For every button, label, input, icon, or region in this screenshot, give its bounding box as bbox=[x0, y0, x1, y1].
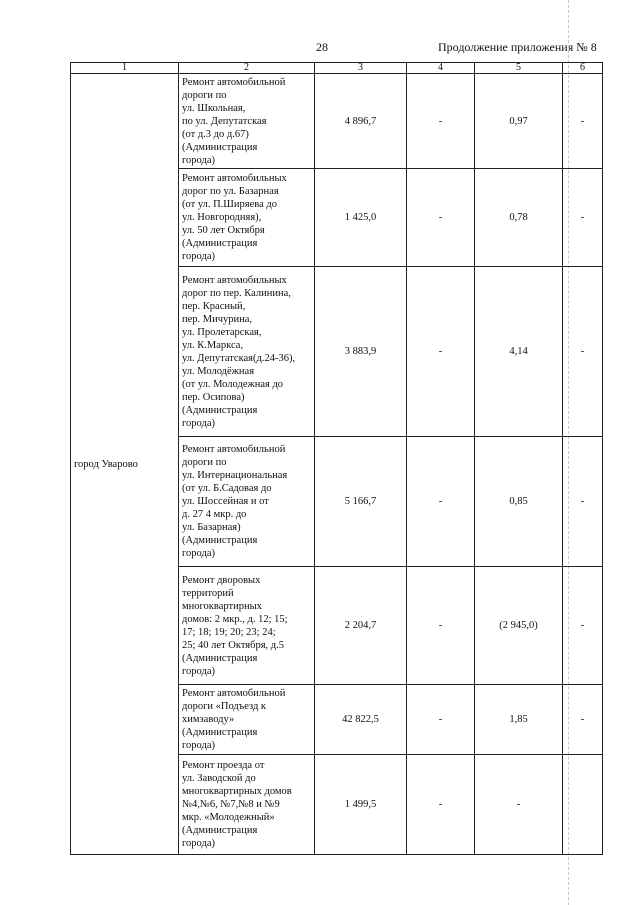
column-3-value: 2 204,7 bbox=[315, 567, 407, 685]
column-3-value: 1 425,0 bbox=[315, 169, 407, 267]
column-5-value: 0,85 bbox=[475, 437, 563, 567]
column-4-value: - bbox=[407, 437, 475, 567]
appendix-continuation-note: Продолжение приложения № 8 bbox=[438, 40, 597, 54]
page-number: 28 bbox=[316, 40, 328, 54]
column-3-value: 4 896,7 bbox=[315, 74, 407, 169]
column-5-value: 4,14 bbox=[475, 267, 563, 437]
column-number-2: 2 bbox=[179, 63, 315, 74]
column-4-value: - bbox=[407, 567, 475, 685]
column-6-value: - bbox=[563, 74, 603, 169]
column-3-value: 42 822,5 bbox=[315, 685, 407, 755]
column-6-value bbox=[563, 755, 603, 855]
column-number-4: 4 bbox=[407, 63, 475, 74]
column-6-value: - bbox=[563, 437, 603, 567]
column-4-value: - bbox=[407, 685, 475, 755]
column-6-value: - bbox=[563, 267, 603, 437]
locality-cell: город Уварово bbox=[71, 74, 179, 855]
work-description-cell: Ремонт автомобильных дорог по ул. Базарная (от ул. П.Ширяева до ул. Новгородняя), ул. 50 лет Октября (Администрация города) bbox=[179, 169, 315, 267]
work-description-cell: Ремонт проезда от ул. Заводской до многоквартирных домов №4,№6, №7,№8 и №9 мкр. «Молодежный» (Администрация города) bbox=[179, 755, 315, 855]
table-row bbox=[71, 74, 603, 169]
column-number-header bbox=[71, 63, 603, 74]
column-5-value: - bbox=[475, 755, 563, 855]
column-3-value: 1 499,5 bbox=[315, 755, 407, 855]
column-6-value: - bbox=[563, 169, 603, 267]
work-description-cell: Ремонт дворовых территорий многоквартирных домов: 2 мкр., д. 12; 15; 17; 18; 19; 20; 23; 24; 25; 40 лет Октября, д.5 (Администрация города) bbox=[179, 567, 315, 685]
header-row bbox=[71, 63, 603, 74]
work-description-cell: Ремонт автомобильной дороги по ул. Школьная, по ул. Депутатская (от д.3 до д.67) (Администрация города) bbox=[179, 74, 315, 169]
column-number-3: 3 bbox=[315, 63, 407, 74]
column-4-value: - bbox=[407, 755, 475, 855]
column-5-value: 0,97 bbox=[475, 74, 563, 169]
work-description-cell: Ремонт автомобильных дорог по пер. Калинина, пер. Красный, пер. Мичурина, ул. Пролетарская, ул. К.Маркса, ул. Депутатская(д.24-36), ул. Молодёжная (от ул. Молодежная до пер. Осипова) (Администрация города) bbox=[179, 267, 315, 437]
column-number-5: 5 bbox=[475, 63, 563, 74]
column-3-value: 5 166,7 bbox=[315, 437, 407, 567]
column-6-value: - bbox=[563, 685, 603, 755]
column-5-value: 0,78 bbox=[475, 169, 563, 267]
column-6-value: - bbox=[563, 567, 603, 685]
column-3-value: 3 883,9 bbox=[315, 267, 407, 437]
appendix-table bbox=[70, 62, 603, 855]
column-4-value: - bbox=[407, 74, 475, 169]
column-4-value: - bbox=[407, 267, 475, 437]
column-number-1: 1 bbox=[71, 63, 179, 74]
column-5-value: (2 945,0) bbox=[475, 567, 563, 685]
column-4-value: - bbox=[407, 169, 475, 267]
table-body bbox=[71, 74, 603, 855]
work-description-cell: Ремонт автомобильной дороги по ул. Интернациональная (от ул. Б.Садовая до ул. Шоссейная и от д. 27 4 мкр. до ул. Базарная) (Администрация города) bbox=[179, 437, 315, 567]
column-5-value: 1,85 bbox=[475, 685, 563, 755]
work-description-cell: Ремонт автомобильной дороги «Подъезд к химзаводу» (Администрация города) bbox=[179, 685, 315, 755]
column-number-6: 6 bbox=[563, 63, 603, 74]
